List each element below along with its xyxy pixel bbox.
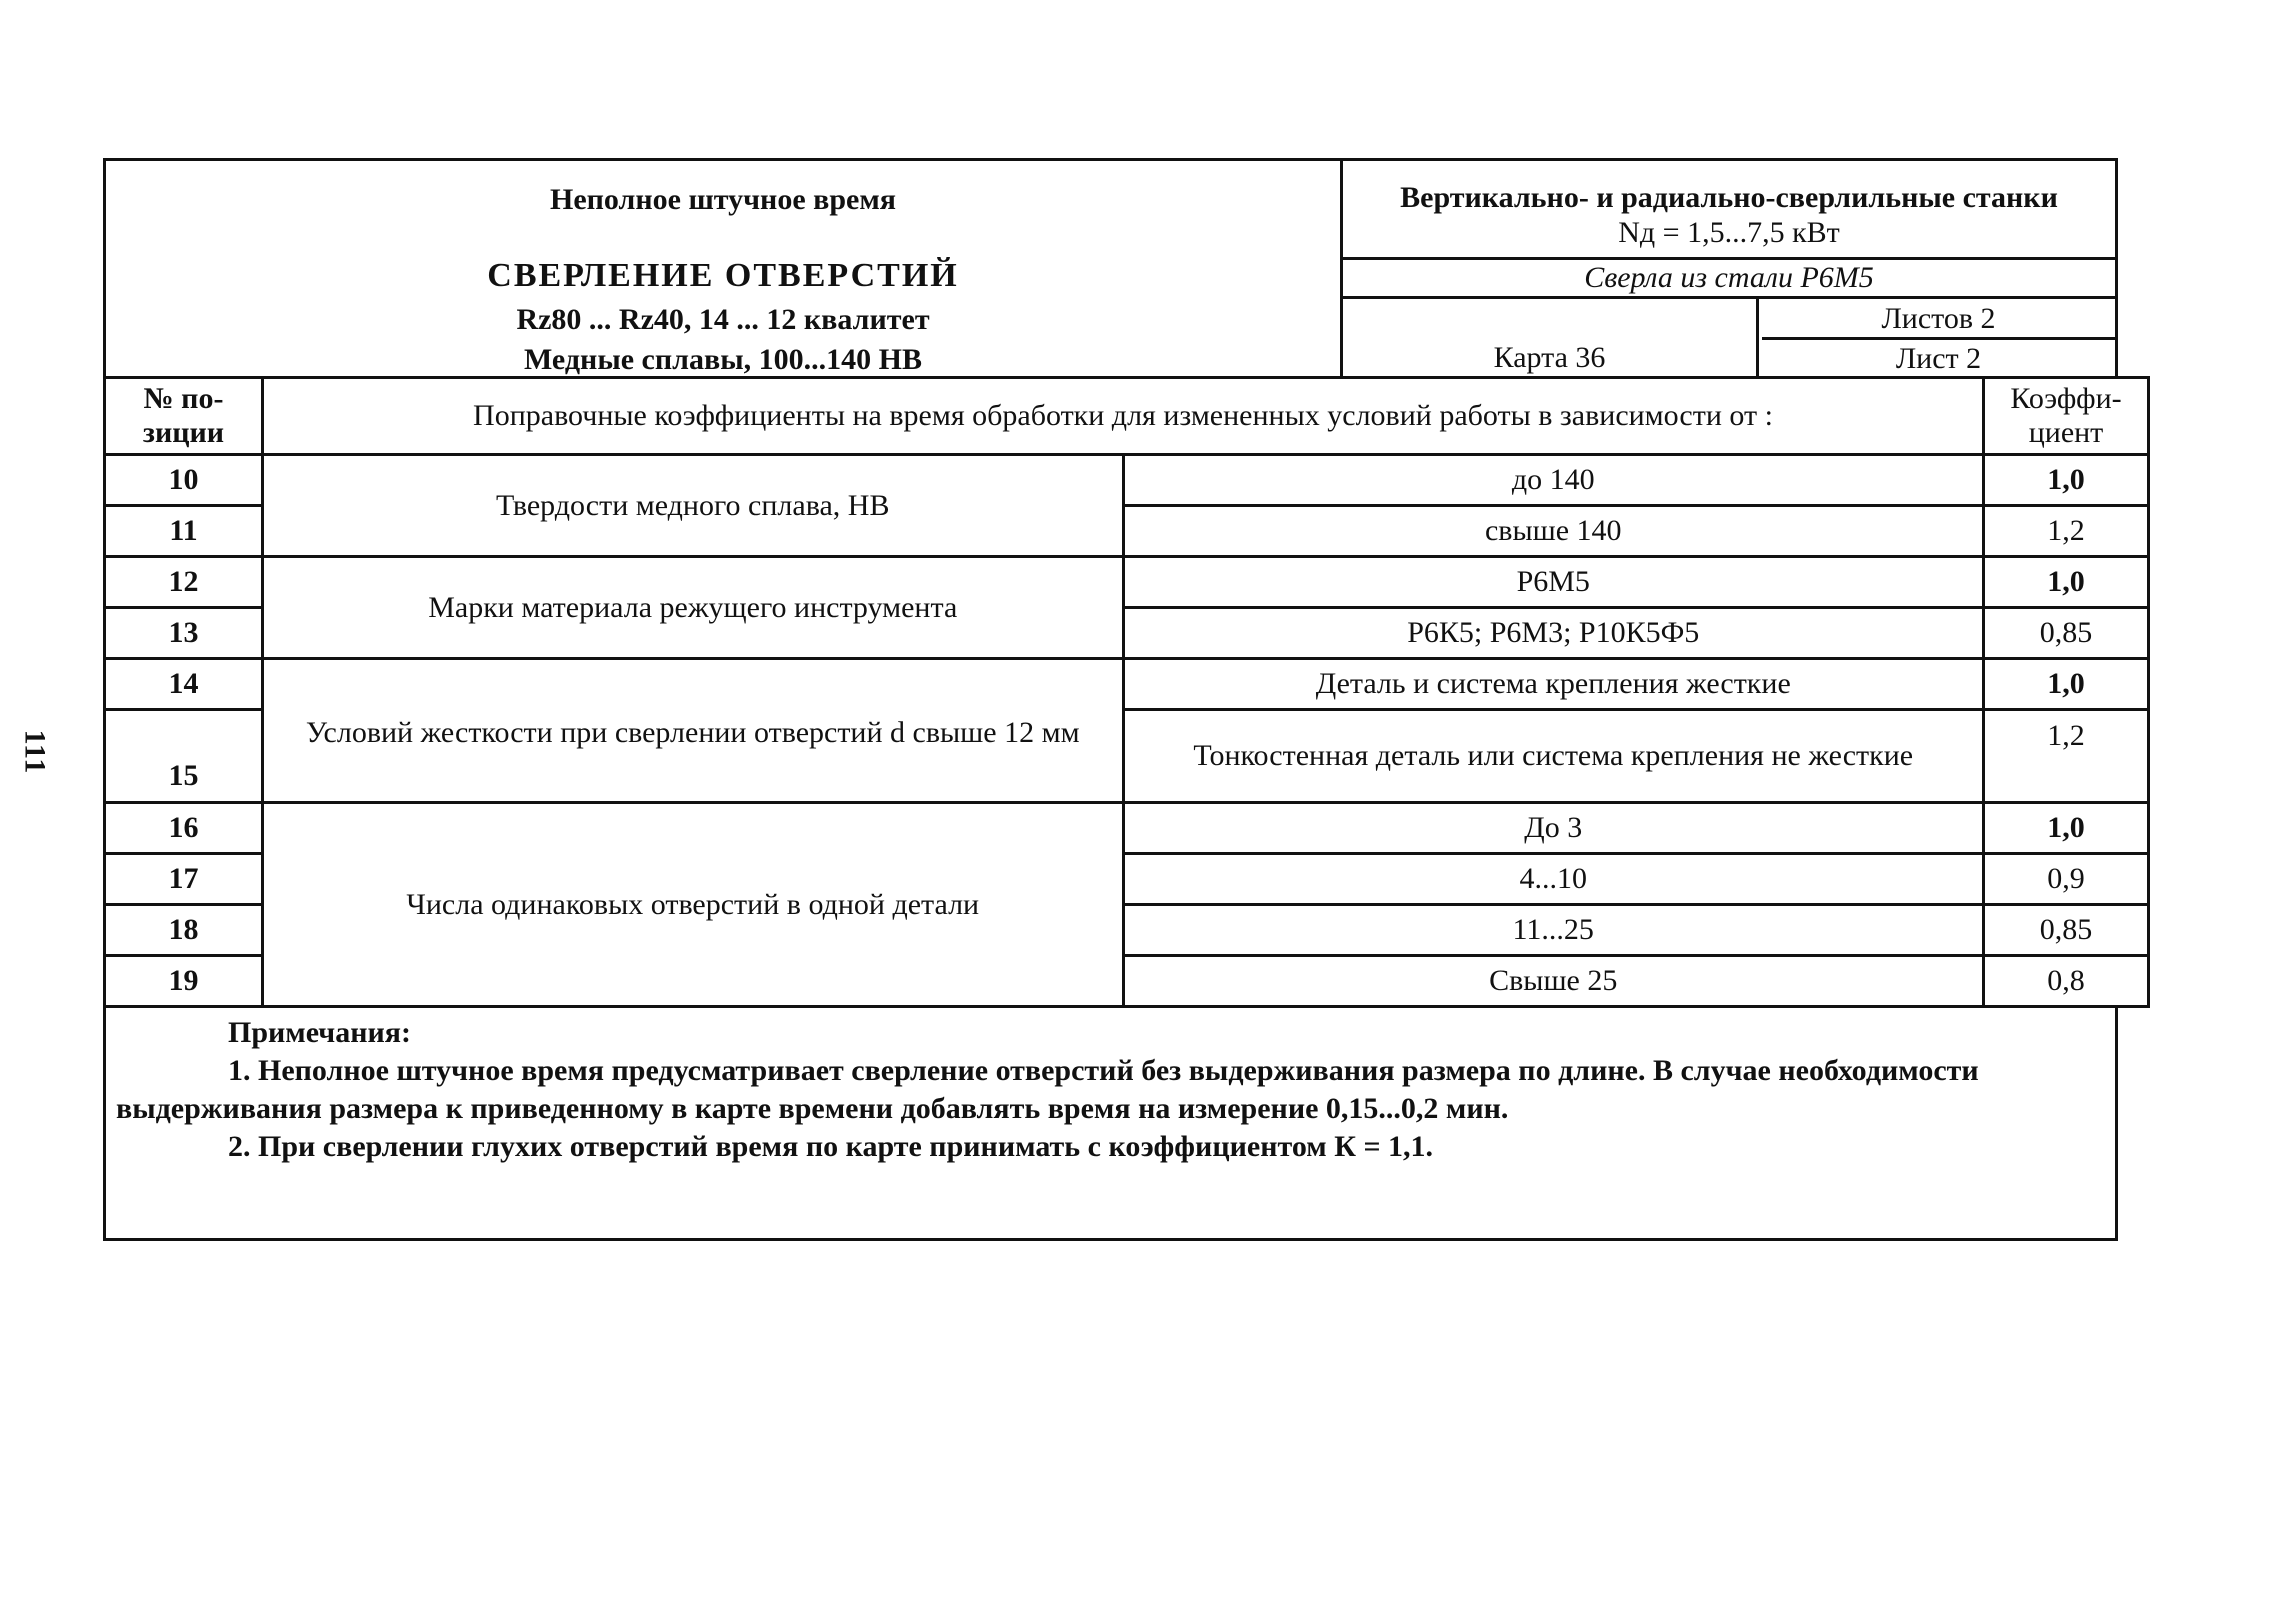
tool: Сверла из стали Р6М5 — [1343, 260, 2115, 299]
row-pos: 16 — [105, 803, 263, 854]
machines: Вертикально- и радиально-сверлильные станки — [1400, 181, 2058, 214]
row-coef: 0,85 — [1984, 608, 2149, 659]
row-coef: 1,0 — [1984, 455, 2149, 506]
table-header — [105, 378, 2149, 455]
page-number: 111 — [18, 729, 52, 775]
header-left — [106, 161, 1343, 376]
row-pos: 12 — [105, 557, 263, 608]
sheets-total: Листов 2 — [1762, 299, 2115, 340]
row-coef: 0,8 — [1984, 956, 2149, 1007]
row-coef: 1,0 — [1984, 557, 2149, 608]
norm-card — [103, 158, 2122, 1241]
row-pos: 15 — [105, 710, 263, 803]
power: Nд = 1,5...7,5 кВт — [1618, 216, 1840, 249]
row-pos: 17 — [105, 854, 263, 905]
row-condition: Р6К5; Р6М3; Р10К5Ф5 — [1123, 608, 1984, 659]
row-condition: Тонкостенная деталь или система крепления не жесткие — [1123, 710, 1984, 803]
row-condition: 11...25 — [1123, 905, 1984, 956]
row-condition: 4...10 — [1123, 854, 1984, 905]
row-coef: 1,0 — [1984, 659, 2149, 710]
row-pos: 10 — [105, 455, 263, 506]
row-pos: 19 — [105, 956, 263, 1007]
row-coef: 1,2 — [1984, 710, 2149, 803]
row-coef: 0,9 — [1984, 854, 2149, 905]
col-position: № по- зиции — [105, 378, 263, 455]
table-row — [105, 455, 2149, 506]
header-right — [1343, 161, 2115, 376]
row-coef: 0,85 — [1984, 905, 2149, 956]
row-condition: До 3 — [1123, 803, 1984, 854]
col-coefficient: Коэффи- циент — [1984, 378, 2149, 455]
table-row — [105, 803, 2149, 854]
notes-title: Примечания: — [228, 1016, 412, 1049]
row-condition: свыше 140 — [1123, 506, 1984, 557]
col-description: Поправочные коэффициенты на время обработки для измененных условий работы в зависимости от : — [263, 378, 1984, 455]
row-condition: Р6М5 — [1123, 557, 1984, 608]
table-row — [105, 557, 2149, 608]
note-2: 2. При сверлении глухих отверстий время по карте принимать с коэффициентом К = 1,1. — [228, 1130, 1434, 1163]
card-header — [103, 158, 2118, 376]
sheet-number: Лист 2 — [1895, 342, 1982, 375]
row-condition: до 140 — [1123, 455, 1984, 506]
row-pos: 11 — [105, 506, 263, 557]
row-coef: 1,2 — [1984, 506, 2149, 557]
group-label: Условий жесткости при сверлении отверстий d свыше 12 мм — [263, 659, 1124, 803]
row-coef: 1,0 — [1984, 803, 2149, 854]
material: Медные сплавы, 100...140 НВ — [524, 343, 922, 376]
coefficients-table — [103, 376, 2150, 1008]
roughness-quality: Rz80 ... Rz40, 14 ... 12 квалитет — [516, 303, 930, 336]
notes — [103, 1008, 2118, 1241]
row-pos: 14 — [105, 659, 263, 710]
row-pos: 13 — [105, 608, 263, 659]
row-condition: Деталь и система крепления жесткие — [1123, 659, 1984, 710]
machines-cell — [1343, 161, 2115, 260]
header-subtitle: Неполное штучное время — [549, 183, 897, 216]
group-label: Марки материала режущего инструмента — [263, 557, 1124, 659]
group-label: Числа одинаковых отверстий в одной детали — [263, 803, 1124, 1007]
row-pos: 18 — [105, 905, 263, 956]
card-title: СВЕРЛЕНИЕ ОТВЕРСТИЙ — [487, 257, 959, 294]
note-1: 1. Неполное штучное время предусматривает сверление отверстий без выдерживания размера по длине. В случае необходимости выдерживания размера к приведенному в карте времени добавлять время на измерение 0,15...0,2 мин. — [116, 1054, 1979, 1125]
sheet-info — [1343, 299, 2115, 376]
card-number: Карта 36 — [1343, 299, 1759, 376]
table-row — [105, 659, 2149, 710]
group-label: Твердости медного сплава, НВ — [263, 455, 1124, 557]
row-condition: Свыше 25 — [1123, 956, 1984, 1007]
